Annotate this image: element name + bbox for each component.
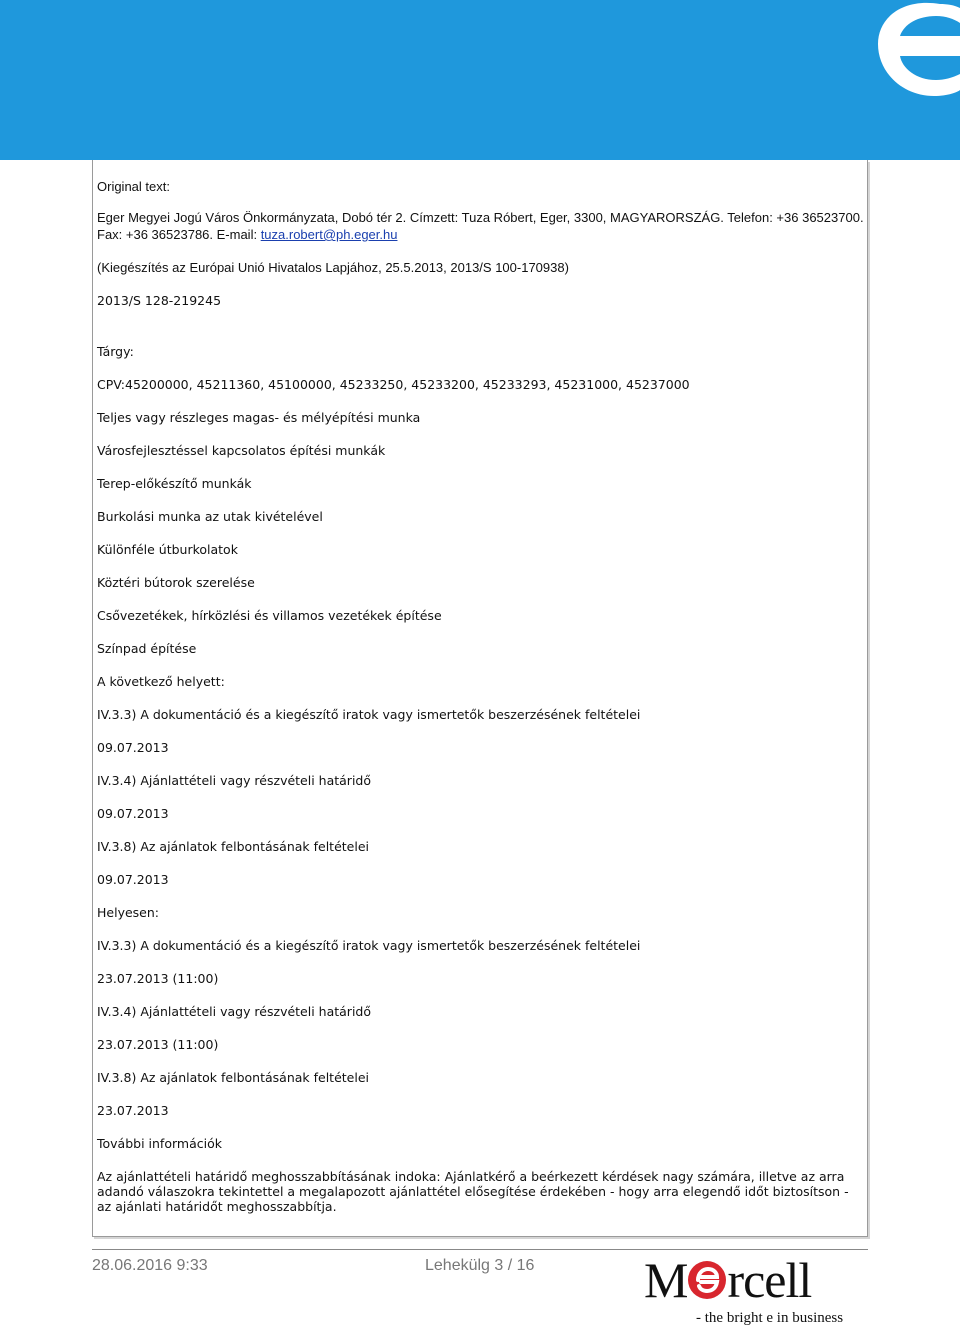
instead-entry: IV.3.4) Ajánlattételi vagy részvételi határidő xyxy=(97,773,371,788)
subject-item: Burkolási munka az utak kivételével xyxy=(97,509,323,524)
correct-entry: IV.3.3) A dokumentáció és a kiegészítő iratok vagy ismertetők beszerzésének feltételei xyxy=(97,938,641,953)
subject-label: Tárgy: xyxy=(97,344,134,359)
correct-entry: 23.07.2013 (11:00) xyxy=(97,1037,219,1052)
instead-entry: IV.3.3) A dokumentáció és a kiegészítő iratok vagy ismertetők beszerzésének feltételei xyxy=(97,707,641,722)
cpv-codes: CPV:45200000, 45211360, 45100000, 45233250, 45233200, 45233293, 45231000, 45237000 xyxy=(97,377,690,392)
notice-reference: 2013/S 128-219245 xyxy=(97,293,222,308)
page-counter: Lehekülg 3 / 16 xyxy=(425,1257,535,1274)
instead-entry: 09.07.2013 xyxy=(97,740,169,755)
instead-label: A következő helyett: xyxy=(97,674,225,689)
subject-item: Városfejlesztéssel kapcsolatos építési munkák xyxy=(97,443,386,458)
original-text-label: Original text: xyxy=(97,179,170,194)
extension-reason: Az ajánlattételi határidő meghosszabbításának indoka: Ajánlatkérő a beérkezett kérdések nagy számára, illetve az arra adandó válaszokra tekintettel a megalapozott ajánlattétel elősegítése érdekében - hogy arra elegendő időt biztosítson - az ajánlati határidőt meghosszabbítja. xyxy=(97,1169,849,1214)
correct-entry: IV.3.4) Ajánlattételi vagy részvételi határidő xyxy=(97,1004,371,1019)
subject-item: Színpad építése xyxy=(97,641,197,656)
marcell-tagline: - the bright e in business xyxy=(696,1310,844,1326)
brand-e-icon xyxy=(687,1260,727,1300)
correct-label: Helyesen: xyxy=(97,905,159,920)
fax-text: Fax: +36 36523786. E-mail: xyxy=(97,227,261,242)
correct-entry: 23.07.2013 xyxy=(97,1103,169,1118)
instead-entry: IV.3.8) Az ajánlatok felbontásának feltételei xyxy=(97,839,370,854)
email-link[interactable]: tuza.robert@ph.eger.hu xyxy=(260,227,398,242)
footer-divider xyxy=(92,1249,868,1250)
subject-item: Teljes vagy részleges magas- és mélyépítési munka xyxy=(97,410,421,425)
brand-letters-rcell: rcell xyxy=(727,1252,812,1308)
brand-letter-m: M xyxy=(644,1252,688,1308)
instead-entry: 09.07.2013 xyxy=(97,872,169,887)
marcell-logo xyxy=(644,1252,868,1329)
correct-entry: 23.07.2013 (11:00) xyxy=(97,971,219,986)
subject-item: Csővezetékek, hírközlési és villamos vezetékek építése xyxy=(97,608,442,623)
e-logo-icon xyxy=(820,0,960,110)
subject-item: Terep-előkészítő munkák xyxy=(97,476,252,491)
subject-item: Köztéri bútorok szerelése xyxy=(97,575,255,590)
subject-item: Különféle útburkolatok xyxy=(97,542,238,557)
correct-entry: IV.3.8) Az ajánlatok felbontásának feltételei xyxy=(97,1070,370,1085)
supplement-reference: (Kiegészítés az Európai Unió Hivatalos Lapjához, 25.5.2013, 2013/S 100-170938) xyxy=(97,260,569,275)
further-info-label: További információk xyxy=(97,1136,222,1151)
address-line-2 xyxy=(97,227,397,242)
header-banner xyxy=(0,0,960,160)
instead-entry: 09.07.2013 xyxy=(97,806,169,821)
address-line-1: Eger Megyei Jogú Város Önkormányzata, Dobó tér 2. Címzett: Tuza Róbert, Eger, 3300, MAGYARORSZÁG. Telefon: +36 36523700. xyxy=(97,210,864,225)
marcell-wordmark xyxy=(644,1252,811,1308)
footer-date: 28.06.2016 9:33 xyxy=(92,1257,208,1274)
